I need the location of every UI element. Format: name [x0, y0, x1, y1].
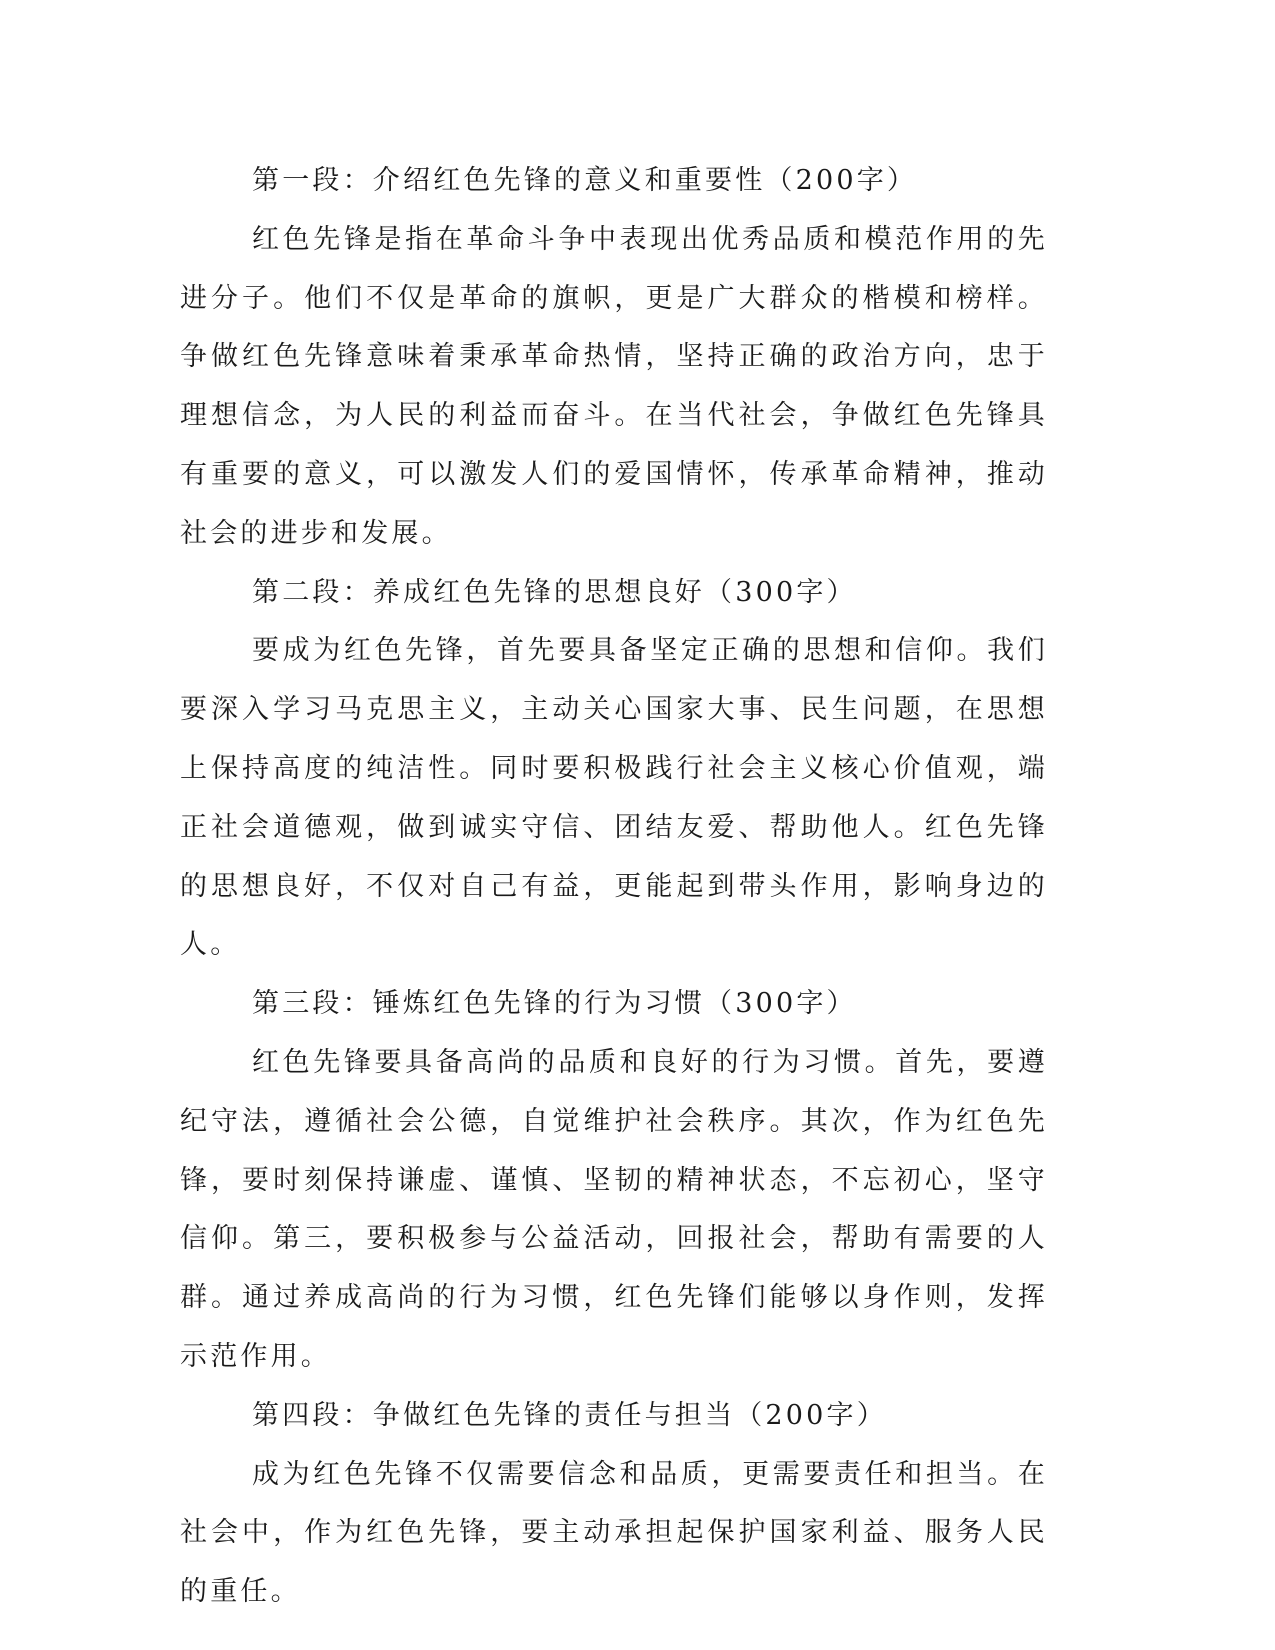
section-body-4: 成为红色先锋不仅需要信念和品质，更需要责任和担当。在社会中，作为红色先锋，要主动承担起保护国家利益、服务人民的重任。 — [180, 1458, 1048, 1608]
section-body-1: 红色先锋是指在革命斗争中表现出优秀品质和模范作用的先进分子。他们不仅是革命的旗帜，更是广大群众的楷模和榜样。争做红色先锋意味着秉承革命热情，坚持正确的政治方向，忠于理想信念，为人民的利益而奋斗。在当代社会，争做红色先锋具有重要的意义，可以激发人们的爱国情怀，传承革命精神，推动社会的进步和发展。 — [180, 223, 1048, 549]
section-heading-3: 第三段：锤炼红色先锋的行为习惯（300字） — [252, 988, 857, 1020]
section-body-3: 红色先锋要具备高尚的品质和良好的行为习惯。首先，要遵纪守法，遵循社会公德，自觉维护社会秩序。其次，作为红色先锋，要时刻保持谦虚、谨慎、坚韧的精神状态，不忘初心，坚守信仰。第三，要积极参与公益活动，回报社会，帮助有需要的人群。通过养成高尚的行为习惯，红色先锋们能够以身作则，发挥示范作用。 — [180, 1046, 1048, 1372]
section-body-2: 要成为红色先锋，首先要具备坚定正确的思想和信仰。我们要深入学习马克思主义，主动关心国家大事、民生问题，在思想上保持高度的纯洁性。同时要积极践行社会主义核心价值观，端正社会道德观，做到诚实守信、团结友爱、帮助他人。红色先锋的思想良好，不仅对自己有益，更能起到带头作用，影响身边的人。 — [180, 635, 1048, 961]
section-heading-2: 第二段：养成红色先锋的思想良好（300字） — [252, 576, 857, 608]
document-page — [180, 152, 1048, 1622]
section-heading-1: 第一段：介绍红色先锋的意义和重要性（200字） — [252, 165, 918, 196]
section-heading-4: 第四段：争做红色先锋的责任与担当（200字） — [252, 1399, 887, 1431]
